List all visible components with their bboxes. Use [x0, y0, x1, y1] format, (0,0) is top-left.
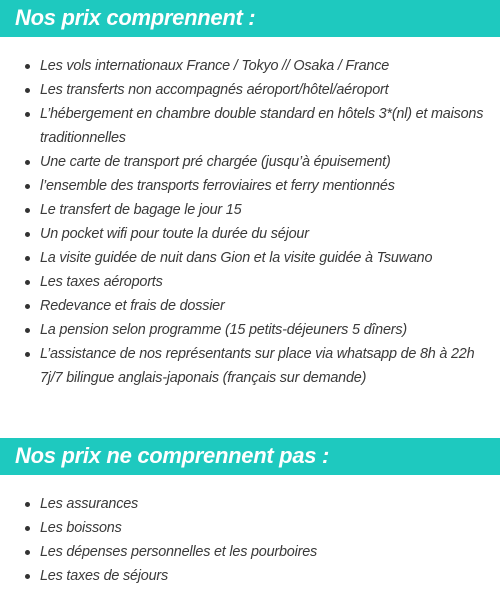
list-item	[0, 270, 500, 294]
included-section-title: Nos prix comprennent :	[15, 5, 256, 30]
bullet-icon	[25, 574, 30, 579]
excluded-items-list	[0, 492, 500, 588]
list-item	[0, 78, 500, 102]
list-item-text: l’ensemble des transports ferroviaires et ferry mentionnés	[40, 178, 395, 194]
list-item-text: Les assurances	[40, 496, 138, 512]
list-item-text: Les transferts non accompagnés aéroport/hôtel/aéroport	[40, 82, 389, 98]
list-item-text: Redevance et frais de dossier	[40, 298, 225, 314]
list-item-text: L’hébergement en chambre double standard en hôtels 3*(nl) et maisons traditionnelles	[40, 106, 484, 146]
list-item	[0, 222, 500, 246]
list-item-text: Les taxes de séjours	[40, 568, 168, 584]
bullet-icon	[25, 208, 30, 213]
list-item	[0, 246, 500, 270]
bullet-icon	[25, 502, 30, 507]
list-item-text: Les dépenses personnelles et les pourboires	[40, 544, 317, 560]
list-item-text: La pension selon programme (15 petits-déjeuners 5 dîners)	[40, 322, 407, 338]
bullet-icon	[25, 328, 30, 333]
list-item	[0, 150, 500, 174]
included-section-header	[0, 0, 500, 37]
excluded-section-header	[0, 438, 500, 475]
list-item	[0, 174, 500, 198]
list-item	[0, 54, 500, 78]
bullet-icon	[25, 526, 30, 531]
bullet-icon	[25, 304, 30, 309]
list-item	[0, 492, 500, 516]
excluded-section-title: Nos prix ne comprennent pas :	[15, 443, 330, 468]
bullet-icon	[25, 64, 30, 69]
list-item	[0, 294, 500, 318]
bullet-icon	[25, 256, 30, 261]
bullet-icon	[25, 88, 30, 93]
list-item-text: Une carte de transport pré chargée (jusqu’à épuisement)	[40, 154, 391, 170]
list-item-text: Le transfert de bagage le jour 15	[40, 202, 242, 218]
list-item	[0, 318, 500, 342]
list-item-text: Les boissons	[40, 520, 122, 536]
list-item	[0, 516, 500, 540]
list-item-text: La visite guidée de nuit dans Gion et la visite guidée à Tsuwano	[40, 250, 433, 266]
list-item-text: Un pocket wifi pour toute la durée du séjour	[40, 226, 309, 242]
list-item	[0, 198, 500, 222]
included-items-list	[0, 54, 500, 390]
bullet-icon	[25, 184, 30, 189]
list-item	[0, 102, 500, 150]
bullet-icon	[25, 112, 30, 117]
list-item	[0, 342, 500, 390]
list-item	[0, 564, 500, 588]
bullet-icon	[25, 280, 30, 285]
list-item	[0, 540, 500, 564]
bullet-icon	[25, 352, 30, 357]
bullet-icon	[25, 232, 30, 237]
list-item-text: Les vols internationaux France / Tokyo // Osaka / France	[40, 58, 390, 74]
list-item-text: L’assistance de nos représentants sur place via whatsapp de 8h à 22h 7j/7 bilingue anglais-japonais (français sur demande)	[40, 346, 475, 386]
bullet-icon	[25, 550, 30, 555]
list-item-text: Les taxes aéroports	[40, 274, 163, 290]
bullet-icon	[25, 160, 30, 165]
